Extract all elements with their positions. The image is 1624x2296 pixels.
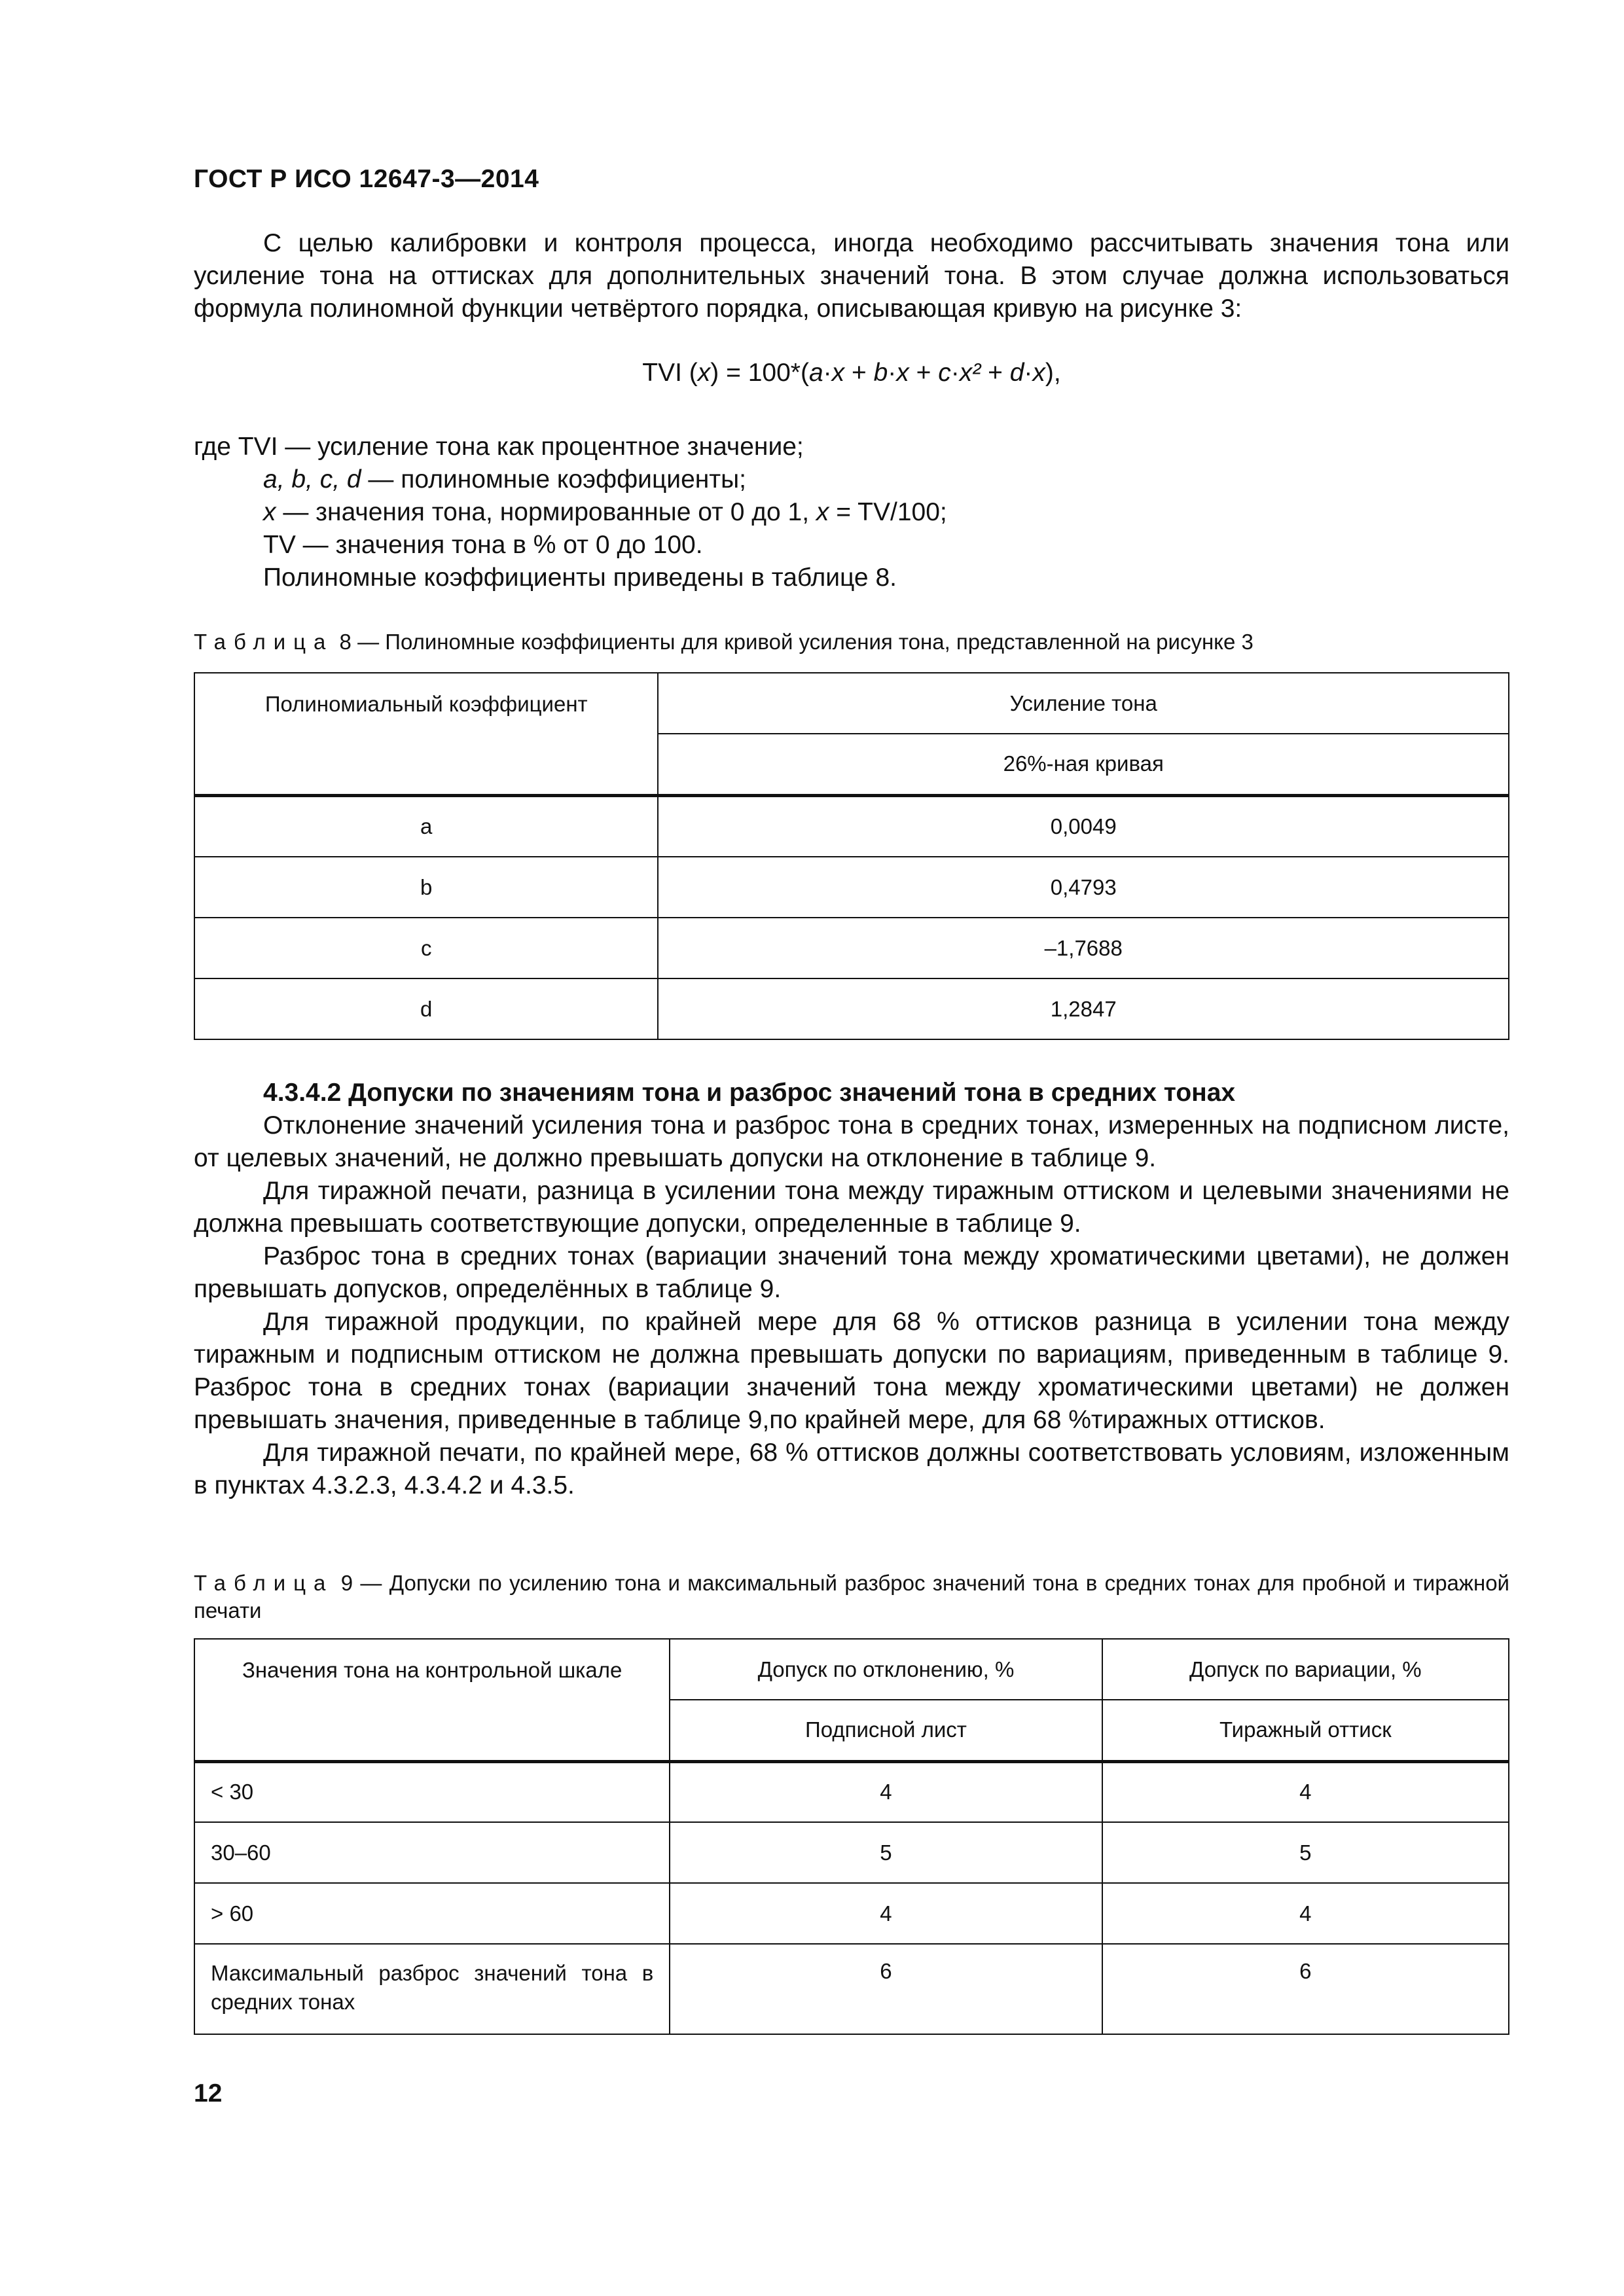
formula-lhs: TVI ( [642, 359, 698, 387]
table8-header-coeff: Полиномиальный коэффициент [194, 673, 658, 795]
formula-end: ), [1045, 359, 1061, 387]
formula-c: c [938, 359, 951, 387]
table9-cell-variation: 5 [1102, 1822, 1509, 1883]
table8 [194, 672, 1509, 1040]
table-row [194, 1761, 1509, 1822]
formula-plus1: + [844, 359, 874, 387]
table-row [194, 1944, 1509, 2034]
section-paragraph-2: Для тиражной печати, разница в усилении тона между тиражным оттиском и целевыми значениями не должна превышать соответствующие допуски, определенные в таблице 9. [194, 1177, 1509, 1238]
section-paragraph-1: Отклонение значений усиления тона и разброс тона в средних тонах, измеренных на подписном листе, от целевых значений, не должно превышать допуски на отклонение в таблице 9. [194, 1111, 1509, 1172]
table9-cell-deviation: 6 [670, 1944, 1102, 2034]
table9-header-deviation: Допуск по отклонению, % [670, 1639, 1102, 1700]
formula-dot1: · [823, 359, 832, 387]
section-4-3-4-2 [194, 1077, 1509, 1502]
legend-coeff-desc: — полиномные коэффициенты; [361, 465, 747, 493]
table8-cell-coeff: c [194, 918, 658, 978]
formula-x2: x [831, 359, 845, 387]
tvi-formula [194, 359, 1509, 387]
legend-line-ref: Полиномные коэффициенты приведены в таблице 8. [263, 564, 897, 592]
table8-cell-coeff: d [194, 978, 658, 1039]
table8-caption-word: Таблица [194, 630, 334, 654]
formula-x5: x [1032, 359, 1045, 387]
legend-line-x [194, 496, 1509, 529]
formula-a: a [808, 359, 823, 387]
section-paragraph-4: Для тиражной продукции, по крайней мере для 68 % оттисков разница в усилении тона между тиражным и подписным оттиском не должна превышать допуски по вариациям, приведенным в таблице 9. Разброс тона в средних тонах (вариации значений тона между хроматическими цветами) не должен превышать значения, приведенные в таблице 9,по крайней мере, для 68 %тиражных оттисков. [194, 1308, 1509, 1434]
legend-coeff-vars: a, b, c, d [263, 465, 361, 493]
table9-cell-variation: 4 [1102, 1883, 1509, 1944]
page-number: 12 [194, 2079, 223, 2108]
section-paragraph-3: Разброс тона в средних тонах (вариации значений тона между хроматическими цветами), не должен превышать допусков, определённых в таблице 9. [194, 1242, 1509, 1303]
table9-cell-deviation: 4 [670, 1883, 1102, 1944]
legend-x-var2: x [816, 498, 829, 526]
table-row [194, 795, 1509, 857]
document-page [194, 0, 1509, 2296]
table-row [194, 978, 1509, 1039]
legend-line-coeffs [194, 463, 1509, 496]
table9-header-variation: Допуск по вариации, % [1102, 1639, 1509, 1700]
section-title: 4.3.4.2 Допуски по значениям тона и разброс значений тона в средних тонах [263, 1079, 1236, 1107]
table9-caption-word: Таблица [194, 1571, 334, 1595]
table8-cell-value: –1,7688 [658, 918, 1509, 978]
table9-cell-deviation: 4 [670, 1761, 1102, 1822]
table8-cell-coeff: a [194, 795, 658, 857]
table8-caption [194, 628, 1509, 656]
table8-header-gain: Усиление тона [658, 673, 1509, 734]
table9 [194, 1638, 1509, 2035]
table9-caption [194, 1570, 1509, 1624]
intro-paragraph: С целью калибровки и контроля процесса, иногда необходимо рассчитывать значения тона или усиление тона на оттисках для дополнительных значений тона. В этом случае должна использоваться формула полиномной функции четвёртого порядка, описывающая кривую на рисунке 3: [194, 229, 1509, 323]
table8-caption-text: 8 — Полиномные коэффициенты для кривой усиления тона, представленной на рисунке 3 [333, 630, 1254, 654]
legend-line-tv: TV — значения тона в % от 0 до 100. [263, 531, 703, 559]
table8-cell-coeff: b [194, 857, 658, 918]
table9-cell-range: Максимальный разброс значений тона в средних тонах [194, 1944, 670, 2034]
table9-header-print: Тиражный оттиск [1102, 1700, 1509, 1761]
formula-dot3: · [950, 359, 960, 387]
formula-dot4: · [1024, 359, 1033, 387]
legend-line-tvi: где TVI — усиление тона как процентное значение; [194, 433, 804, 461]
table8-cell-value: 1,2847 [658, 978, 1509, 1039]
formula-x1: x [697, 359, 711, 387]
table9-caption-text: 9 — Допуски по усилению тона и максимальный разброс значений тона в средних тонах для пробной и тиражной печати [194, 1571, 1509, 1623]
table-row [194, 857, 1509, 918]
table9-header-scale: Значения тона на контрольной шкале [194, 1639, 670, 1761]
legend-x-desc: — значения тона, нормированные от 0 до 1, [276, 498, 816, 526]
table9-cell-range: 30–60 [194, 1822, 670, 1883]
table8-cell-value: 0,0049 [658, 795, 1509, 857]
legend-x-end: = TV/100; [829, 498, 947, 526]
legend-x-var: x [263, 498, 276, 526]
intro-block [194, 227, 1509, 325]
table9-header-proof: Подписной лист [670, 1700, 1102, 1761]
formula-plus3: + [981, 359, 1010, 387]
table-row [194, 918, 1509, 978]
formula-x3: x [896, 359, 909, 387]
formula-mid: ) = 100*( [710, 359, 809, 387]
table8-cell-value: 0,4793 [658, 857, 1509, 918]
section-paragraph-5: Для тиражной печати, по крайней мере, 68 % оттисков должны соответствовать условиям, изложенным в пунктах 4.3.2.3, 4.3.4.2 и 4.3.5. [194, 1439, 1509, 1499]
formula-x4: x² [959, 359, 981, 387]
formula-dot2: · [888, 359, 897, 387]
table9-cell-variation: 6 [1102, 1944, 1509, 2034]
table9-cell-range: < 30 [194, 1761, 670, 1822]
formula-d: d [1009, 359, 1024, 387]
table9-cell-variation: 4 [1102, 1761, 1509, 1822]
formula-b: b [873, 359, 888, 387]
table9-cell-deviation: 5 [670, 1822, 1102, 1883]
document-header: ГОСТ Р ИСО 12647-3—2014 [194, 165, 539, 193]
table8-header-curve: 26%-ная кривая [658, 734, 1509, 795]
formula-legend [194, 431, 1509, 594]
table9-cell-range: > 60 [194, 1883, 670, 1944]
table-row [194, 1883, 1509, 1944]
table-row [194, 1822, 1509, 1883]
formula-plus2: + [909, 359, 939, 387]
